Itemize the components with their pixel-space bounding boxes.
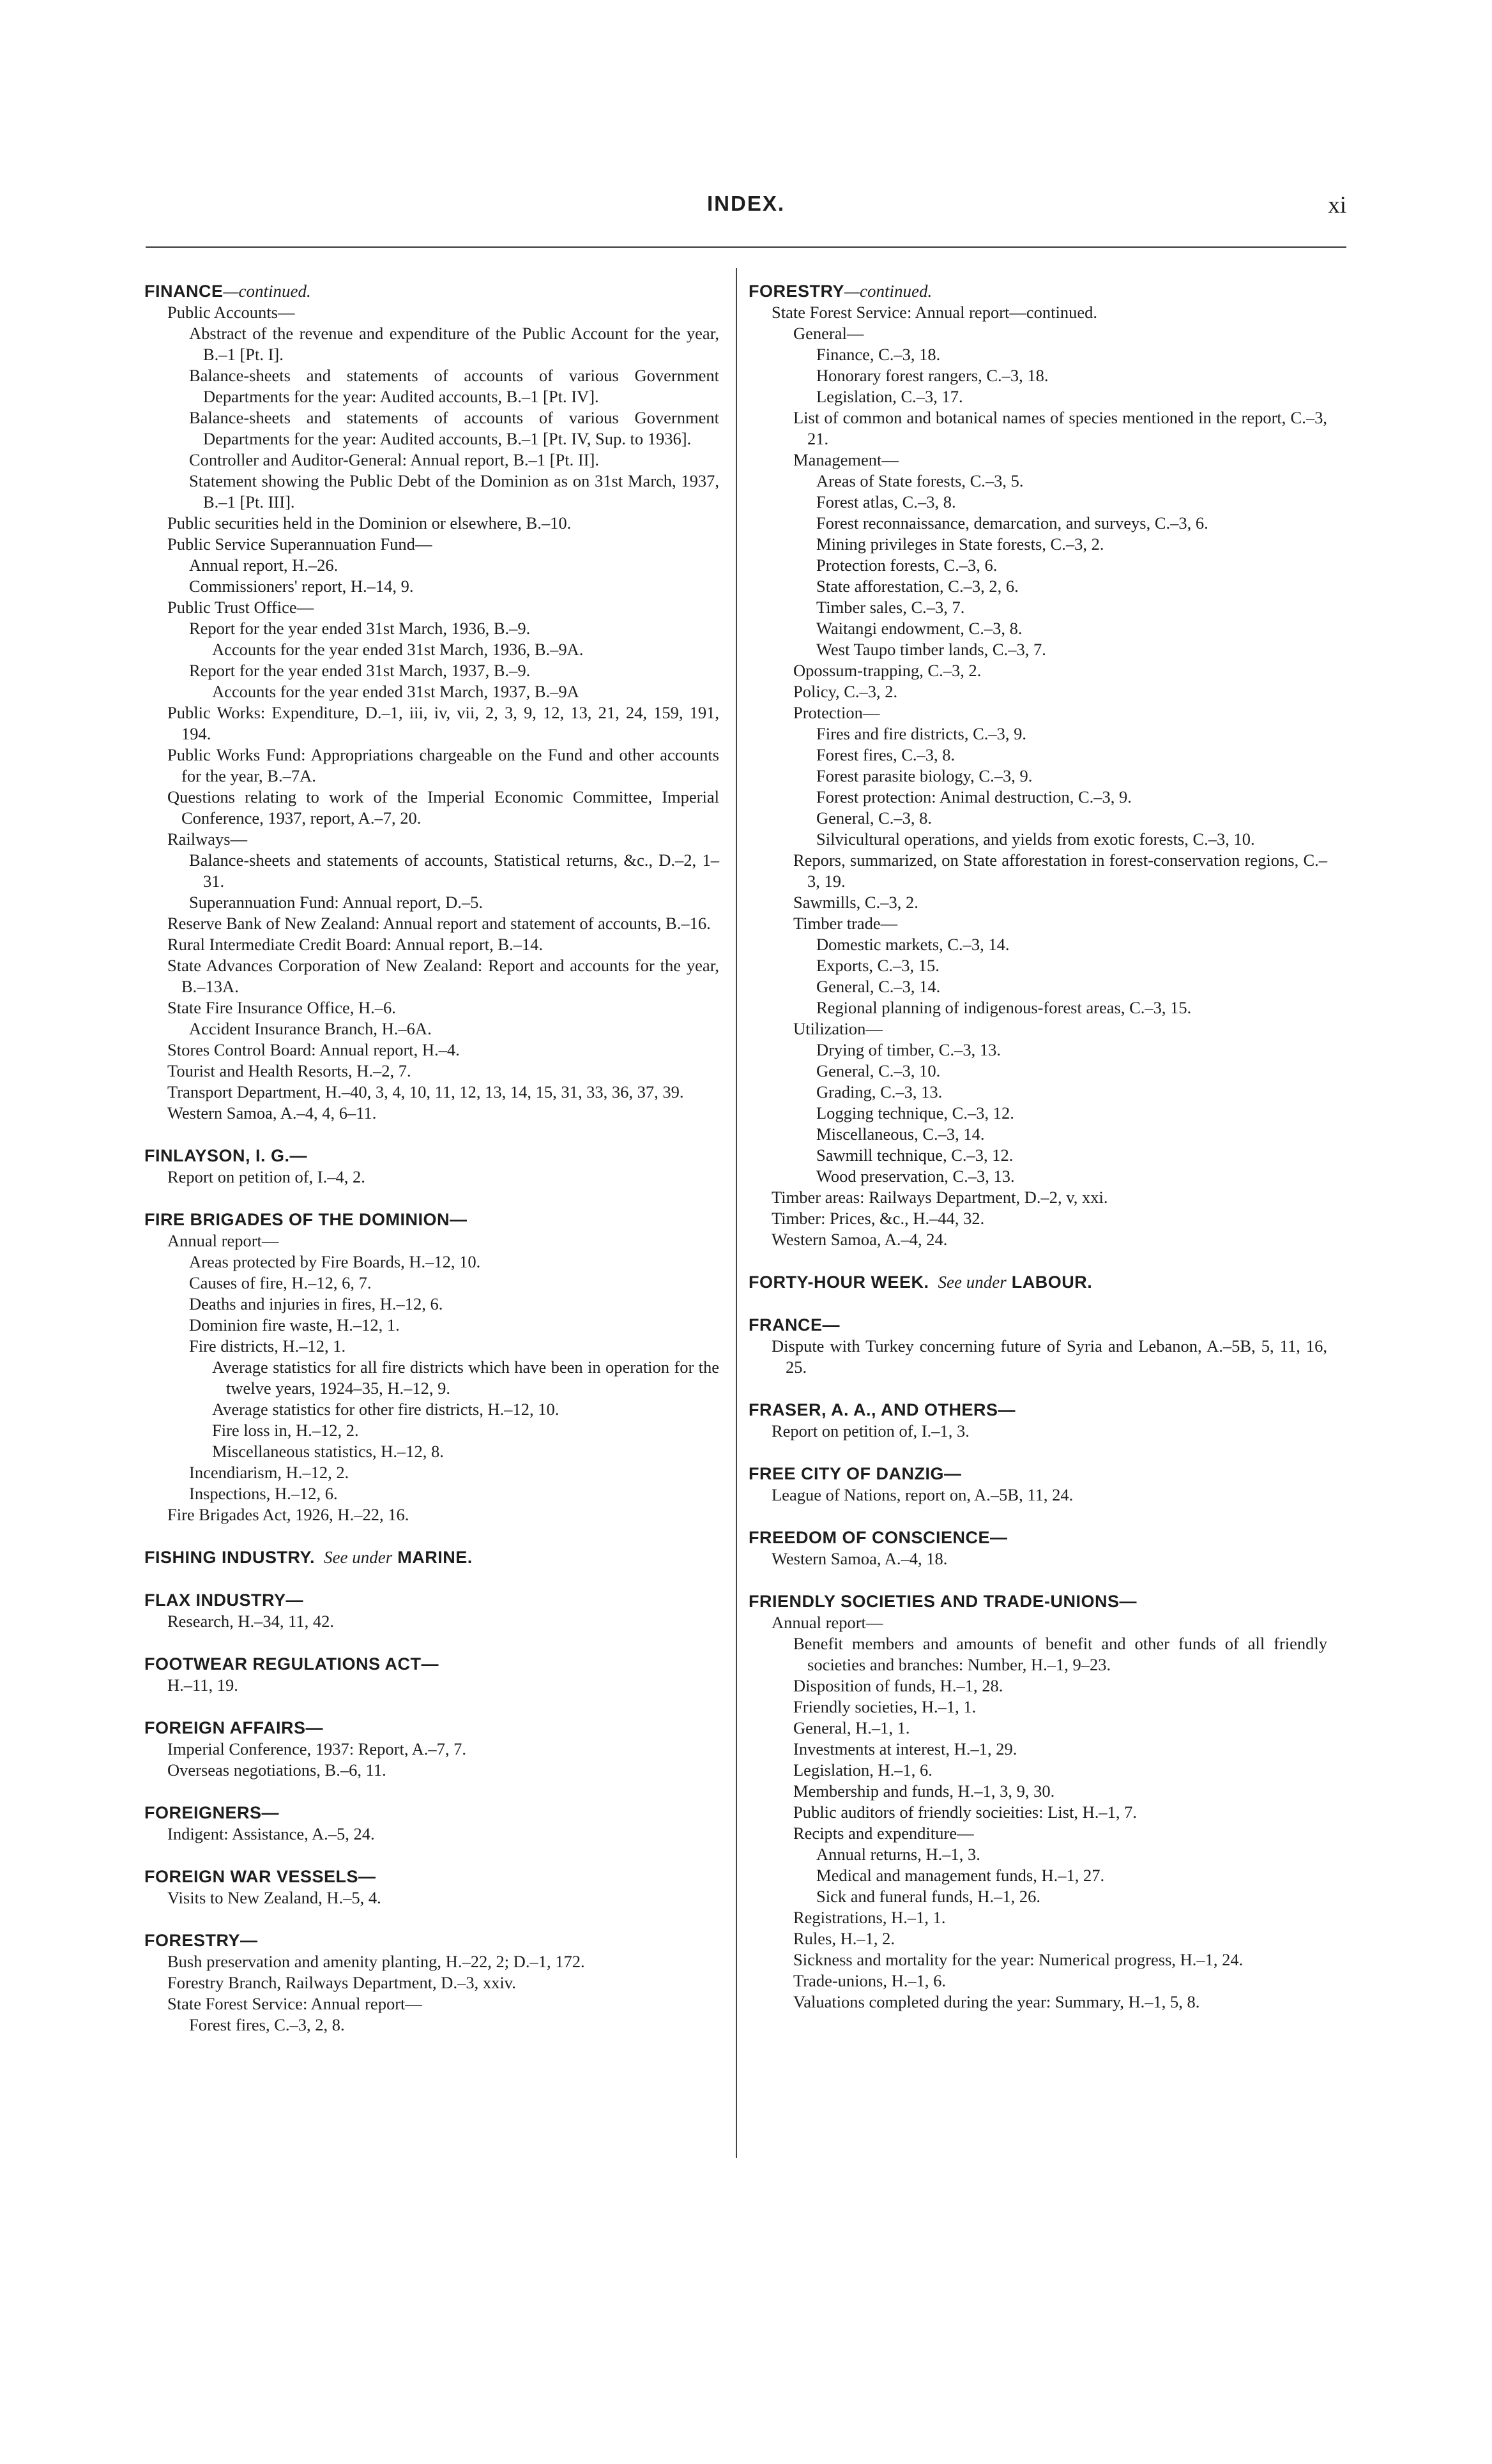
index-entry: Investments at interest, H.–1, 29. bbox=[793, 1739, 1017, 1758]
index-entry: Report on petition of, I.–1, 3. bbox=[772, 1421, 970, 1440]
index-entry: Timber sales, C.–3, 7. bbox=[816, 598, 965, 617]
index-heading-finance bbox=[144, 281, 719, 302]
heading-text: FORESTRY bbox=[749, 282, 845, 301]
index-entry: Reserve Bank of New Zealand: Annual report and statement of accounts, B.–16. bbox=[167, 914, 711, 933]
index-entry: Timber: Prices, &c., H.–44, 32. bbox=[772, 1209, 985, 1228]
index-entry: Legislation, C.–3, 17. bbox=[816, 387, 963, 406]
index-entry: State Fire Insurance Office, H.–6. bbox=[167, 998, 396, 1017]
heading-text: FREEDOM OF CONSCIENCE— bbox=[749, 1528, 1008, 1547]
index-entry: Domestic markets, C.–3, 14. bbox=[816, 935, 1010, 954]
index-entry: Visits to New Zealand, H.–5, 4. bbox=[167, 1888, 381, 1907]
header-rule bbox=[146, 246, 1346, 248]
index-entry: Stores Control Board: Annual report, H.–4. bbox=[167, 1040, 460, 1059]
index-entry: General, H.–1, 1. bbox=[793, 1718, 910, 1737]
index-entry: Exports, C.–3, 15. bbox=[816, 956, 940, 975]
index-entry: Western Samoa, A.–4, 18. bbox=[772, 1549, 948, 1568]
index-entry: Medical and management funds, H.–1, 27. bbox=[816, 1866, 1105, 1885]
index-heading-forty-hour-week bbox=[749, 1272, 1327, 1293]
index-entry: Rules, H.–1, 2. bbox=[793, 1929, 895, 1948]
index-entry: Superannuation Fund: Annual report, D.–5. bbox=[189, 893, 483, 912]
index-entry: Accounts for the year ended 31st March, 1936, B.–9A. bbox=[212, 640, 584, 659]
index-heading-foreign-war-vessels bbox=[144, 1866, 719, 1887]
index-entry: Causes of fire, H.–12, 6, 7. bbox=[189, 1273, 372, 1292]
heading-text: FISHING INDUSTRY. bbox=[144, 1548, 316, 1567]
index-entry: Sickness and mortality for the year: Numerical progress, H.–1, 24. bbox=[793, 1950, 1244, 1969]
index-entry: Areas of State forests, C.–3, 5. bbox=[816, 471, 1024, 490]
index-entry: Miscellaneous, C.–3, 14. bbox=[816, 1124, 985, 1144]
index-entry: Public Accounts— bbox=[167, 303, 295, 322]
index-entry: Fire Brigades Act, 1926, H.–22, 16. bbox=[167, 1505, 409, 1524]
heading-text: FOOTWEAR REGULATIONS ACT— bbox=[144, 1654, 439, 1674]
index-entry: Protection— bbox=[793, 703, 880, 722]
page-title: INDEX. bbox=[706, 192, 786, 215]
index-entry: General, C.–3, 10. bbox=[816, 1061, 941, 1080]
heading-text: FOREIGN AFFAIRS— bbox=[144, 1718, 324, 1737]
index-entry: Public Works Fund: Appropriations chargeable on the Fund and other accounts for the year, B.–7A. bbox=[167, 745, 719, 785]
index-entry: Average statistics for other fire districts, H.–12, 10. bbox=[212, 1400, 560, 1419]
index-entry: Management— bbox=[793, 450, 899, 469]
index-entry: State afforestation, C.–3, 2, 6. bbox=[816, 577, 1019, 596]
index-entry: Fire districts, H.–12, 1. bbox=[189, 1336, 346, 1356]
index-entry: Annual report— bbox=[772, 1613, 883, 1632]
index-entry: Sawmills, C.–3, 2. bbox=[793, 893, 918, 912]
index-entry: Accounts for the year ended 31st March, 1937, B.–9A bbox=[212, 682, 579, 701]
index-entry: Balance-sheets and statements of accounts, Statistical returns, &c., D.–2, 1–31. bbox=[189, 850, 719, 891]
index-entry: Valuations completed during the year: Summary, H.–1, 5, 8. bbox=[793, 1992, 1200, 2011]
heading-text: FLAX INDUSTRY— bbox=[144, 1591, 303, 1610]
index-entry: Opossum-trapping, C.–3, 2. bbox=[793, 661, 982, 680]
see-under-label: See under bbox=[938, 1273, 1007, 1292]
index-entry: Mining privileges in State forests, C.–3, 2. bbox=[816, 534, 1104, 554]
index-heading-freedom-of-conscience bbox=[749, 1527, 1327, 1548]
heading-text: FINLAYSON, I. G.— bbox=[144, 1146, 308, 1165]
index-entry: Miscellaneous statistics, H.–12, 8. bbox=[212, 1442, 444, 1461]
index-entry: Logging technique, C.–3, 12. bbox=[816, 1103, 1014, 1122]
index-entry: Repors, summarized, on State afforestation in forest-conservation regions, C.–3, 19. bbox=[793, 850, 1327, 891]
heading-text: FREE CITY OF DANZIG— bbox=[749, 1464, 962, 1483]
index-entry: Forest fires, C.–3, 2, 8. bbox=[189, 2015, 345, 2034]
index-entry: Transport Department, H.–40, 3, 4, 10, 11, 12, 13, 14, 15, 31, 33, 36, 37, 39. bbox=[167, 1082, 684, 1101]
index-entry: General, C.–3, 8. bbox=[816, 808, 933, 828]
index-entry: Grading, C.–3, 13. bbox=[816, 1082, 943, 1101]
index-entry: Rural Intermediate Credit Board: Annual report, B.–14. bbox=[167, 935, 544, 954]
heading-text: FRIENDLY SOCIETIES AND TRADE-UNIONS— bbox=[749, 1592, 1138, 1611]
index-heading-fire-brigades-of-the-dominion bbox=[144, 1209, 719, 1230]
index-entry: Waitangi endowment, C.–3, 8. bbox=[816, 619, 1023, 638]
index-entry: Imperial Conference, 1937: Report, A.–7, 7. bbox=[167, 1739, 467, 1758]
index-entry: State Forest Service: Annual report— bbox=[167, 1994, 422, 2013]
index-entry: Registrations, H.–1, 1. bbox=[793, 1908, 946, 1927]
index-entry: Silvicultural operations, and yields from exotic forests, C.–3, 10. bbox=[816, 829, 1255, 849]
index-entry: State Forest Service: Annual report—continued. bbox=[772, 303, 1098, 322]
heading-text: FIRE BRIGADES OF THE DOMINION— bbox=[144, 1210, 468, 1229]
index-entry: Statement showing the Public Debt of the Dominion as on 31st March, 1937, B.–1 [Pt. III]. bbox=[189, 471, 719, 511]
index-entry: Annual returns, H.–1, 3. bbox=[816, 1845, 980, 1864]
index-entry: Disposition of funds, H.–1, 28. bbox=[793, 1676, 1003, 1695]
heading-text: FRANCE— bbox=[749, 1315, 840, 1334]
index-heading-fishing-industry bbox=[144, 1547, 719, 1568]
index-entry: Dispute with Turkey concerning future of Syria and Lebanon, A.–5B, 5, 11, 16, 25. bbox=[772, 1336, 1327, 1377]
page-header bbox=[146, 192, 1346, 230]
index-column-left bbox=[144, 281, 719, 2036]
index-heading-friendly-societies-and-trade-unions bbox=[749, 1591, 1327, 1612]
index-heading-foreigners bbox=[144, 1803, 719, 1824]
index-entry: General, C.–3, 14. bbox=[816, 977, 941, 996]
index-heading-footwear-regulations-act bbox=[144, 1654, 719, 1675]
index-entry: Areas protected by Fire Boards, H.–12, 10. bbox=[189, 1252, 481, 1271]
index-entry: Questions relating to work of the Imperial Economic Committee, Imperial Conference, 1937, report, A.–7, 20. bbox=[167, 787, 719, 828]
index-entry: Western Samoa, A.–4, 4, 6–11. bbox=[167, 1103, 377, 1122]
heading-text: FOREIGN WAR VESSELS— bbox=[144, 1867, 376, 1886]
index-entry: Utilization— bbox=[793, 1019, 883, 1038]
index-entry: List of common and botanical names of species mentioned in the report, C.–3, 21. bbox=[793, 408, 1327, 448]
index-entry: Public Trust Office— bbox=[167, 598, 314, 617]
index-entry: Forest parasite biology, C.–3, 9. bbox=[816, 766, 1033, 785]
index-entry: Fires and fire districts, C.–3, 9. bbox=[816, 724, 1026, 743]
heading-text: FORTY-HOUR WEEK. bbox=[749, 1273, 929, 1292]
index-entry: Abstract of the revenue and expenditure of the Public Account for the year, B.–1 [Pt. I]. bbox=[189, 324, 719, 364]
index-entry: League of Nations, report on, A.–5B, 11, 24. bbox=[772, 1485, 1074, 1504]
index-entry: Forest fires, C.–3, 8. bbox=[816, 745, 955, 764]
index-entry: Honorary forest rangers, C.–3, 18. bbox=[816, 366, 1049, 385]
index-entry: Balance-sheets and statements of accounts of various Government Departments for the year: Audited accounts, B.–1 [Pt. IV]. bbox=[189, 366, 719, 406]
continued-label: —continued. bbox=[223, 282, 311, 301]
index-entry: Policy, C.–3, 2. bbox=[793, 682, 898, 701]
index-entry: Trade-unions, H.–1, 6. bbox=[793, 1971, 946, 1990]
index-entry: Public Service Superannuation Fund— bbox=[167, 534, 432, 554]
index-entry: Commissioners' report, H.–14, 9. bbox=[189, 577, 414, 596]
index-entry: Legislation, H.–1, 6. bbox=[793, 1760, 933, 1780]
index-entry: Recipts and expenditure— bbox=[793, 1824, 974, 1843]
index-entry: West Taupo timber lands, C.–3, 7. bbox=[816, 640, 1046, 659]
cross-reference: LABOUR. bbox=[1011, 1273, 1093, 1292]
index-entry: Report for the year ended 31st March, 1936, B.–9. bbox=[189, 619, 531, 638]
index-entry: Finance, C.–3, 18. bbox=[816, 345, 941, 364]
index-entry: Timber areas: Railways Department, D.–2, v, xxi. bbox=[772, 1188, 1108, 1207]
page-number: xi bbox=[1328, 192, 1346, 218]
index-entry: Fire loss in, H.–12, 2. bbox=[212, 1421, 359, 1440]
heading-text: FOREIGNERS— bbox=[144, 1803, 280, 1822]
index-entry: State Advances Corporation of New Zealand: Report and accounts for the year, B.–13A. bbox=[167, 956, 719, 996]
index-entry: Average statistics for all fire districts which have been in operation for the twelve years, 1924–35, H.–12, 9. bbox=[212, 1357, 719, 1398]
index-entry: Bush preservation and amenity planting, H.–22, 2; D.–1, 172. bbox=[167, 1952, 585, 1971]
cross-reference: MARINE. bbox=[397, 1548, 473, 1567]
continued-label: —continued. bbox=[844, 282, 933, 301]
index-entry: Forest protection: Animal destruction, C.–3, 9. bbox=[816, 787, 1132, 806]
index-entry: Regional planning of indigenous-forest areas, C.–3, 15. bbox=[816, 998, 1192, 1017]
index-entry: Tourist and Health Resorts, H.–2, 7. bbox=[167, 1061, 411, 1080]
index-entry: Sick and funeral funds, H.–1, 26. bbox=[816, 1887, 1041, 1906]
index-heading-free-city-of-danzig bbox=[749, 1463, 1327, 1485]
heading-text: FORESTRY— bbox=[144, 1931, 258, 1950]
index-column-right bbox=[749, 281, 1327, 2013]
heading-text: FRASER, A. A., AND OTHERS— bbox=[749, 1400, 1016, 1419]
index-entry: Friendly societies, H.–1, 1. bbox=[793, 1697, 977, 1716]
index-entry: Overseas negotiations, B.–6, 11. bbox=[167, 1760, 386, 1780]
index-heading-fraser-a-a-and-others bbox=[749, 1400, 1327, 1421]
index-entry: Balance-sheets and statements of accounts of various Government Departments for the year: Audited accounts, B.–1 [Pt. IV, Sup. to 1936]. bbox=[189, 408, 719, 448]
index-heading-forestry bbox=[144, 1930, 719, 1951]
index-heading-foreign-affairs bbox=[144, 1718, 719, 1739]
index-heading-france bbox=[749, 1315, 1327, 1336]
index-entry: Membership and funds, H.–1, 3, 9, 30. bbox=[793, 1781, 1055, 1801]
index-entry: Timber trade— bbox=[793, 914, 898, 933]
index-entry: Forestry Branch, Railways Department, D.–3, xxiv. bbox=[167, 1973, 516, 1992]
index-entry: Western Samoa, A.–4, 24. bbox=[772, 1230, 948, 1249]
index-entry: Controller and Auditor-General: Annual report, B.–1 [Pt. II]. bbox=[189, 450, 599, 469]
index-entry: Incendiarism, H.–12, 2. bbox=[189, 1463, 349, 1482]
index-heading-forestry bbox=[749, 281, 1327, 302]
see-under-label: See under bbox=[324, 1548, 393, 1567]
index-entry: Wood preservation, C.–3, 13. bbox=[816, 1167, 1015, 1186]
index-entry: Public auditors of friendly socieities: List, H.–1, 7. bbox=[793, 1803, 1138, 1822]
index-entry: Forest reconnaissance, demarcation, and surveys, C.–3, 6. bbox=[816, 513, 1208, 533]
index-entry: Report on petition of, I.–4, 2. bbox=[167, 1167, 365, 1186]
index-entry: Report for the year ended 31st March, 1937, B.–9. bbox=[189, 661, 531, 680]
index-entry: Sawmill technique, C.–3, 12. bbox=[816, 1145, 1014, 1165]
index-entry: Accident Insurance Branch, H.–6A. bbox=[189, 1019, 432, 1038]
index-entry: Inspections, H.–12, 6. bbox=[189, 1484, 338, 1503]
index-entry: Railways— bbox=[167, 829, 248, 849]
index-entry: Dominion fire waste, H.–12, 1. bbox=[189, 1315, 400, 1334]
index-entry: H.–11, 19. bbox=[167, 1675, 238, 1695]
index-entry: Deaths and injuries in fires, H.–12, 6. bbox=[189, 1294, 443, 1313]
heading-text: FINANCE bbox=[144, 282, 224, 301]
index-entry: Protection forests, C.–3, 6. bbox=[816, 556, 998, 575]
index-entry: Public Works: Expenditure, D.–1, iii, iv, vii, 2, 3, 9, 12, 13, 21, 24, 159, 191, 194. bbox=[167, 703, 719, 743]
index-entry: General— bbox=[793, 324, 864, 343]
index-entry: Public securities held in the Dominion or elsewhere, B.–10. bbox=[167, 513, 572, 533]
index-heading-finlayson-i-g bbox=[144, 1145, 719, 1167]
index-entry: Annual report— bbox=[167, 1231, 279, 1250]
column-divider bbox=[736, 268, 737, 2158]
index-entry: Drying of timber, C.–3, 13. bbox=[816, 1040, 1001, 1059]
index-entry: Forest atlas, C.–3, 8. bbox=[816, 492, 956, 511]
index-entry: Benefit members and amounts of benefit and other funds of all friendly societies and branches: Number, H.–1, 9–23. bbox=[793, 1634, 1327, 1674]
index-entry: Annual report, H.–26. bbox=[189, 556, 339, 575]
index-entry: Indigent: Assistance, A.–5, 24. bbox=[167, 1824, 375, 1843]
index-heading-flax-industry bbox=[144, 1590, 719, 1611]
index-entry: Research, H.–34, 11, 42. bbox=[167, 1612, 335, 1631]
